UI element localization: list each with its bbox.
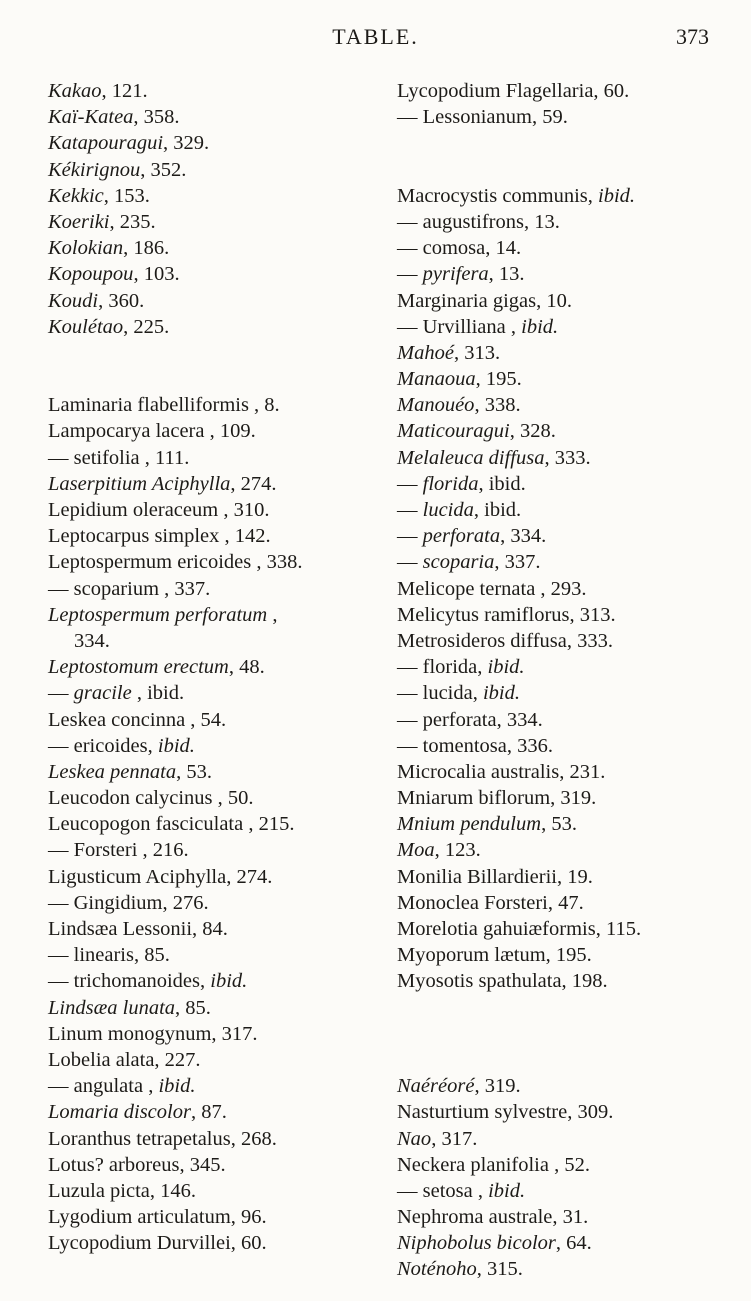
entry-text: Luzula picta, 146. — [48, 1179, 197, 1202]
index-entry — [48, 654, 388, 680]
index-entry — [397, 1230, 727, 1256]
index-entry — [397, 785, 727, 811]
index-column-right — [397, 78, 727, 1283]
index-entry — [397, 680, 727, 706]
italic-text: Maticouragui — [397, 420, 510, 443]
entry-text: — Urvilliana , — [397, 315, 522, 338]
entry-text: , 64. — [555, 1232, 592, 1255]
entry-text: , 315. — [476, 1258, 523, 1281]
entry-text: , 195. — [475, 368, 522, 391]
index-entry — [48, 157, 388, 183]
index-entry — [397, 942, 727, 968]
entry-text: , ibid. — [131, 682, 185, 705]
italic-text: ibid. — [482, 682, 520, 705]
index-entry — [48, 759, 388, 785]
entry-text: — comosa, 14. — [397, 237, 522, 260]
entry-text: , 334. — [500, 525, 547, 548]
index-entry — [48, 549, 388, 575]
entry-text: — — [397, 499, 423, 521]
italic-text: Moa — [397, 839, 435, 862]
italic-text: Koulétao — [48, 315, 124, 338]
entry-text: , 337. — [494, 551, 541, 574]
index-entry — [397, 1204, 727, 1230]
entry-text: — setifolia , 111. — [48, 446, 190, 469]
index-entry — [48, 1178, 388, 1204]
entry-text: — linearis, 85. — [48, 944, 170, 967]
italic-text: Noténoho — [397, 1258, 477, 1281]
index-entry — [397, 1256, 727, 1282]
italic-text: Lindsæa lunata — [48, 996, 176, 1019]
italic-text: Kakao — [48, 80, 102, 102]
italic-text: Kolokian — [48, 237, 124, 260]
index-entry — [48, 864, 388, 890]
page-header — [0, 24, 751, 54]
italic-text: Koudi — [48, 289, 99, 312]
entry-text: , 313. — [453, 341, 501, 364]
entry-text: — scoparium , 337. — [48, 577, 211, 600]
index-entry — [397, 104, 727, 130]
entry-text: — setosa , — [397, 1179, 489, 1202]
entry-text: Macrocystis communis, — [397, 184, 598, 207]
index-entry — [397, 759, 727, 785]
italic-text: pyrifera — [422, 263, 489, 286]
entry-text: , 123. — [434, 839, 481, 862]
index-entry — [397, 628, 727, 654]
index-entry — [397, 261, 727, 287]
entry-text: Lindsæa Lessonii, 84. — [48, 918, 228, 940]
index-entry — [397, 707, 727, 733]
italic-text: ibid. — [157, 734, 195, 757]
index-entry — [397, 1178, 727, 1204]
index-entry — [397, 497, 727, 523]
entry-text: — angulata , — [48, 1075, 159, 1098]
entry-text: Lycopodium Flagellaria, 60. — [397, 80, 630, 102]
italic-text: ibid. — [598, 184, 636, 207]
index-entry — [397, 654, 727, 680]
entry-text: Leucopogon fasciculata , 215. — [48, 813, 295, 836]
entry-text: — — [397, 263, 423, 286]
index-entry — [397, 602, 727, 628]
index-entry — [48, 288, 388, 314]
index-entry — [397, 890, 727, 916]
entry-text: Monilia Billardierii, 19. — [397, 865, 593, 888]
index-entry — [48, 680, 388, 706]
index-entry — [48, 130, 388, 156]
entry-text: Lotus? arboreus, 345. — [48, 1153, 226, 1176]
index-entry — [397, 471, 727, 497]
entry-text: Myosotis spathulata, 198. — [397, 970, 608, 993]
italic-text: Kekkic — [48, 184, 104, 207]
entry-text: , 360. — [98, 289, 145, 312]
index-entry — [48, 261, 388, 287]
entry-text: , 186. — [123, 237, 170, 260]
entry-text: — — [397, 525, 423, 548]
entry-text: , 225. — [123, 315, 170, 338]
italic-text: ibid. — [210, 970, 248, 993]
index-entry — [48, 104, 388, 130]
italic-text: lucida — [422, 499, 474, 521]
entry-text: — tomentosa, 336. — [397, 734, 554, 757]
index-entry — [48, 1126, 388, 1152]
index-entry — [48, 235, 388, 261]
blank-line — [48, 340, 388, 366]
entry-text: , 333. — [544, 446, 591, 469]
entry-text: , 329. — [163, 132, 210, 155]
index-entry — [48, 471, 388, 497]
italic-text: Manouéo — [397, 394, 475, 417]
italic-text: Nao — [397, 1127, 432, 1150]
index-entry — [48, 392, 388, 418]
entry-text: Marginaria gigas, 10. — [397, 289, 572, 312]
italic-text: Koeriki — [48, 210, 110, 233]
entry-text: Melicope ternata , 293. — [397, 577, 587, 600]
italic-text: Melaleuca diffusa — [397, 446, 545, 469]
blank-line — [48, 366, 388, 392]
entry-text: — florida, — [397, 656, 488, 679]
index-entry — [48, 942, 388, 968]
entry-text: — — [48, 682, 74, 705]
italic-text: florida — [422, 472, 479, 495]
index-entry — [48, 628, 388, 654]
index-entry — [397, 1073, 727, 1099]
entry-text: Nasturtium sylvestre, 309. — [397, 1101, 614, 1124]
entry-text: , 235. — [109, 210, 156, 233]
index-entry — [48, 733, 388, 759]
index-entry — [397, 366, 727, 392]
index-entry — [397, 1126, 727, 1152]
entry-text: , 85. — [175, 996, 211, 1019]
entry-text: Lepidium oleraceum , 310. — [48, 499, 270, 521]
index-entry — [397, 209, 727, 235]
index-entry — [397, 392, 727, 418]
index-entry — [48, 1047, 388, 1073]
index-entry — [48, 1021, 388, 1047]
entry-text: Lampocarya lacera , 109. — [48, 420, 256, 443]
entry-text: Ligusticum Aciphylla, 274. — [48, 865, 273, 888]
index-entry — [48, 418, 388, 444]
entry-text: Loranthus tetrapetalus, 268. — [48, 1127, 277, 1150]
index-entry — [48, 916, 388, 942]
index-column-left — [48, 78, 388, 1256]
entry-text: , 153. — [103, 184, 150, 207]
entry-text: , 328. — [509, 420, 556, 443]
italic-text: perforata — [422, 525, 501, 548]
index-entry — [48, 811, 388, 837]
italic-text: Kékirignou — [48, 158, 141, 181]
italic-text: Mnium pendulum — [397, 813, 542, 836]
index-entry — [48, 968, 388, 994]
entry-text: Lobelia alata, 227. — [48, 1048, 201, 1071]
italic-text: ibid. — [521, 315, 559, 338]
index-entry — [397, 1099, 727, 1125]
index-entry — [397, 78, 727, 104]
italic-text: Mahoé — [397, 341, 454, 364]
index-entry — [48, 785, 388, 811]
blank-line — [397, 157, 727, 183]
index-entry — [397, 288, 727, 314]
entry-text: — — [397, 551, 423, 574]
index-entry — [48, 1204, 388, 1230]
entry-text: Mniarum biflorum, 319. — [397, 787, 597, 810]
italic-text: scoparia — [422, 551, 495, 574]
index-entry — [48, 602, 388, 628]
entry-text: Neckera planifolia , 52. — [397, 1153, 590, 1176]
entry-text: — lucida, — [397, 682, 483, 705]
index-entry — [397, 811, 727, 837]
entry-text: — ericoides, — [48, 734, 158, 757]
entry-text: , 317. — [431, 1127, 478, 1150]
entry-text: , 319. — [474, 1075, 521, 1098]
italic-text: Leptospermum perforatum — [48, 603, 268, 626]
index-entry — [397, 837, 727, 863]
entry-text: — perforata, 334. — [397, 708, 543, 731]
entry-text: Morelotia gahuiæformis, 115. — [397, 918, 642, 940]
entry-text: Nephroma australe, 31. — [397, 1206, 589, 1229]
entry-text: , ibid. — [478, 472, 526, 495]
blank-line — [397, 1047, 727, 1073]
italic-text: Kaï-Katea — [48, 106, 134, 129]
entry-text: Metrosideros diffusa, 333. — [397, 629, 613, 652]
index-entry — [397, 340, 727, 366]
blank-line — [397, 130, 727, 156]
entry-text: , 358. — [133, 106, 180, 129]
entry-text: , 13. — [488, 263, 525, 286]
index-entry — [397, 549, 727, 575]
index-entry — [397, 864, 727, 890]
entry-text: Lygodium articulatum, 96. — [48, 1206, 267, 1229]
blank-line — [397, 1021, 727, 1047]
entry-text: — augustifrons, 13. — [397, 210, 560, 233]
index-entry — [48, 497, 388, 523]
index-entry — [397, 418, 727, 444]
italic-text: ibid. — [488, 1179, 526, 1202]
italic-text: Lomaria discolor — [48, 1101, 191, 1124]
blank-line — [397, 995, 727, 1021]
italic-text: Katapouragui — [48, 132, 164, 155]
entry-text: , 338. — [474, 394, 521, 417]
index-entry — [397, 576, 727, 602]
entry-text: Leskea concinna , 54. — [48, 708, 227, 731]
index-entry — [48, 995, 388, 1021]
index-entry — [48, 1099, 388, 1125]
italic-text: ibid. — [487, 656, 525, 679]
italic-text: Kopoupou — [48, 263, 134, 286]
index-entry — [48, 576, 388, 602]
italic-text: Leptostomum erectum — [48, 656, 229, 679]
entry-text: — Lessonianum, 59. — [397, 106, 568, 129]
index-entry — [48, 1073, 388, 1099]
entry-text: Leptospermum ericoides , 338. — [48, 551, 303, 574]
italic-text: Manaoua — [397, 368, 476, 391]
entry-text: — Forsteri , 216. — [48, 839, 189, 862]
index-entry — [397, 968, 727, 994]
italic-text: Niphobolus bicolor — [397, 1232, 556, 1255]
entry-text: Laminaria flabelliformis , 8. — [48, 394, 280, 417]
italic-text: Naéréoré — [397, 1075, 475, 1098]
index-entry — [48, 209, 388, 235]
entry-text: Leucodon calycinus , 50. — [48, 787, 254, 810]
entry-text: Linum monogynum, 317. — [48, 1022, 258, 1045]
entry-text: , 121. — [101, 80, 148, 102]
entry-text: Leptocarpus simplex , 142. — [48, 525, 271, 548]
entry-text: 334. — [74, 629, 110, 652]
index-entry — [397, 314, 727, 340]
entry-text: , 53. — [176, 760, 212, 783]
index-entry — [397, 183, 727, 209]
index-entry — [48, 183, 388, 209]
italic-text: ibid. — [158, 1075, 196, 1098]
index-entry — [48, 523, 388, 549]
entry-text: , — [267, 603, 278, 626]
index-entry — [397, 523, 727, 549]
entry-text: Microcalia australis, 231. — [397, 760, 606, 783]
entry-text: , 352. — [140, 158, 187, 181]
index-entry — [48, 1230, 388, 1256]
index-entry — [48, 78, 388, 104]
index-entry — [48, 1152, 388, 1178]
entry-text: , 103. — [133, 263, 180, 286]
index-entry — [48, 445, 388, 471]
entry-text: Lycopodium Durvillei, 60. — [48, 1232, 267, 1255]
entry-text: — Gingidium, 276. — [48, 891, 209, 914]
entry-text: — trichomanoides, — [48, 970, 211, 993]
index-entry — [397, 235, 727, 261]
entry-text: Monoclea Forsteri, 47. — [397, 891, 584, 914]
entry-text: Melicytus ramiflorus, 313. — [397, 603, 616, 626]
entry-text: , ibid. — [473, 499, 522, 521]
index-entry — [48, 707, 388, 733]
index-entry — [397, 445, 727, 471]
index-entry — [48, 890, 388, 916]
index-entry — [397, 733, 727, 759]
entry-text: , 48. — [228, 656, 265, 679]
index-entry — [397, 1152, 727, 1178]
index-entry — [397, 916, 727, 942]
italic-text: Leskea pennata — [48, 760, 177, 783]
page-number: 373 — [676, 24, 709, 49]
entry-text: , 53. — [541, 813, 577, 836]
entry-text: , 274. — [230, 472, 277, 495]
entry-text: Myoporum lætum, 195. — [397, 944, 592, 967]
index-entry — [48, 837, 388, 863]
italic-text: Laserpitium Aciphylla — [48, 472, 231, 495]
index-entry — [48, 314, 388, 340]
italic-text: gracile — [73, 682, 132, 705]
entry-text: , 87. — [190, 1101, 227, 1124]
running-title: TABLE. — [332, 24, 419, 49]
entry-text: — — [397, 472, 423, 495]
